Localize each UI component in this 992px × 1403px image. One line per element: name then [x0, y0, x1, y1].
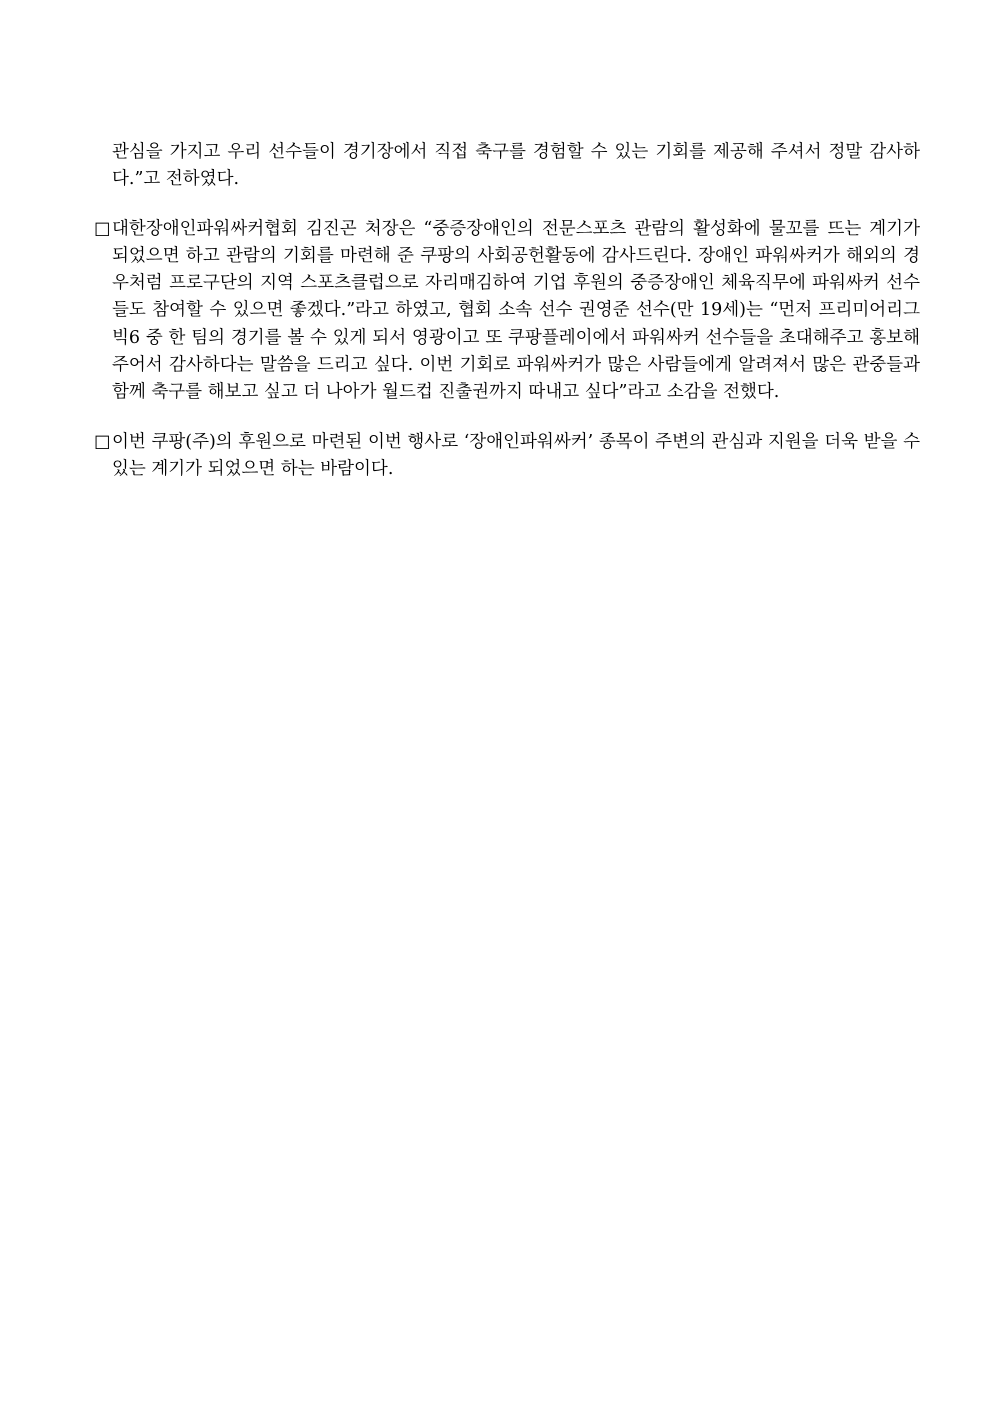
paragraph-bullet	[94, 429, 920, 484]
paragraph-continuation: 관심을 가지고 우리 선수들이 경기장에서 직접 축구를 경험할 수 있는 기회를 제공해 주셔서 정말 감사하다.”고 전하였다.	[112, 142, 920, 190]
document-body	[94, 139, 920, 483]
paragraph-text: 대한장애인파워싸커협회 김진곤 처장은 “중증장애인의 전문스포츠 관람의 활성화에 물꼬를 뜨는 계기가 되었으면 하고 관람의 기회를 마련해 준 쿠팡의 사회공헌활동에 감사드린다. 장애인 파워싸커가 해외의 경우처럼 프로구단의 지역 스포츠클럽으로 자리매김하여 기업 후원의 중증장애인 체육직무에 파워싸커 선수들도 참여할 수 있으면 좋겠다.”라고 하였고, 협회 소속 선수 권영준 선수(만 19세)는 “먼저 프리미어리그 빅6 중 한 팀의 경기를 볼 수 있게 되서 영광이고 또 쿠팡플레이에서 파워싸커 선수들을 초대해주고 홍보해주어서 감사하다는 말씀을 드리고 싶다. 이번 기회로 파워싸커가 많은 사람들에게 알려져서 많은 관중들과 함께 축구를 해보고 싶고 더 나아가 월드컵 진출권까지 따내고 싶다”라고 소감을 전했다.	[112, 218, 920, 403]
paragraph-text: 이번 쿠팡(주)의 후원으로 마련된 이번 행사로 ‘장애인파워싸커’ 종목이 주변의 관심과 지원을 더욱 받을 수 있는 계기가 되었으면 하는 바람이다.	[112, 431, 920, 479]
checkbox-bullet-icon: □	[94, 218, 111, 239]
paragraph-bullet	[94, 216, 920, 407]
checkbox-bullet-icon: □	[94, 431, 111, 452]
